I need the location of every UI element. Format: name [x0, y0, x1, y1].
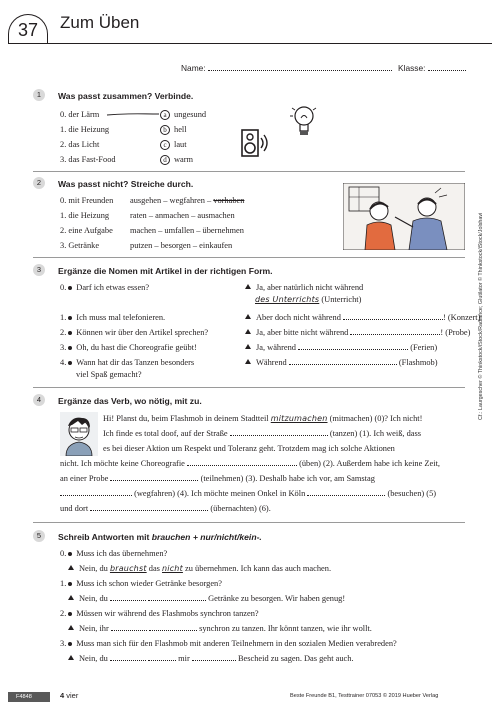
answer-text: zu übernehmen. Ich kann das auch machen.: [185, 564, 332, 573]
question-text-cont: viel Spaß gemacht?: [76, 370, 142, 379]
exercise-title: [58, 532, 262, 542]
strike-row-noun: 3. Getränke: [60, 241, 100, 250]
dialog-answer: [245, 327, 470, 338]
strike-row-noun: 2. eine Aufgabe: [60, 226, 113, 235]
option-word: ungesund: [174, 110, 207, 119]
side-image-credit: Cf.: Laurgescher © Thinkstock/iStock/Radiance; Glutilator © Thinkstock/iStock/Jolshavi: [478, 212, 484, 420]
two-people-illustration: [343, 183, 465, 250]
question-text: Muss ich das übernehmen?: [76, 549, 168, 558]
hint-text: ! (Probe): [440, 328, 471, 337]
exercise-number: 1: [33, 89, 45, 101]
verb-options: ausgehen – wegfahren –: [130, 196, 214, 205]
item-number: 4.: [60, 358, 67, 367]
triangle-icon: [245, 284, 251, 289]
verb-blank[interactable]: [90, 503, 208, 511]
exercise-title: Ergänze das Verb, wo nötig, mit zu.: [58, 396, 202, 406]
strike-row-noun: 0. mit Freunden: [60, 196, 114, 205]
answer-blank[interactable]: [350, 327, 440, 335]
dialog-answer: [68, 653, 354, 664]
question-text: Wann hat dir das Tanzen besonders: [76, 358, 195, 367]
publisher-credit: Beste Freunde B1, Testtrainer 07053 © 2019 Hueber Verlag: [290, 693, 439, 699]
triangle-icon: [68, 595, 74, 600]
option-letter: a: [160, 110, 170, 120]
dialog-question: [60, 357, 194, 368]
bullet-icon: [68, 642, 72, 646]
text-line: [60, 473, 375, 484]
boy-portrait-illustration: [60, 412, 98, 456]
dialog-answer: [68, 623, 372, 634]
hint-text: (Unterricht): [321, 295, 362, 304]
answer-text: Ja, aber bitte nicht während: [256, 328, 349, 337]
strike-row: [60, 210, 109, 221]
exercise-title: Ergänze die Nomen mit Artikel in der richtigen Form.: [58, 266, 273, 276]
option-word: warm: [174, 155, 194, 164]
footer-code-tab: F4848: [8, 692, 50, 702]
page-number: [60, 691, 78, 700]
bullet-icon: [68, 316, 72, 320]
option-letter: d: [160, 155, 170, 165]
dialog-question: [60, 608, 259, 619]
page-number-word: vier: [66, 691, 79, 700]
hint-text: (Flashmob): [398, 358, 438, 367]
name-label: Name:: [181, 63, 206, 73]
answer-text: Ja, während: [256, 343, 296, 352]
answer-blank[interactable]: [149, 623, 197, 631]
option-word: laut: [174, 140, 187, 149]
verb-options: machen – umfallen – übernehmen: [130, 226, 244, 235]
text-fragment: an einer Probe: [60, 474, 109, 483]
text-fragment: Ich finde es total doof, auf der Straße: [103, 429, 228, 438]
answer-text: Nein, du: [79, 654, 108, 663]
option-letter: b: [160, 125, 170, 135]
text-fragment: Hi! Planst du, beim Flashmob in deinem Stadtteil: [103, 414, 269, 423]
text-line: [103, 413, 422, 424]
speaker-icon: [240, 126, 272, 160]
strike-row-verbs[interactable]: [130, 240, 232, 251]
handwritten-answer: nicht: [162, 564, 183, 573]
triangle-icon: [245, 359, 251, 364]
dialog-answer: [68, 563, 331, 574]
text-line: [60, 488, 436, 499]
option-word: hell: [174, 125, 187, 134]
bullet-icon: [68, 286, 72, 290]
triangle-icon: [68, 565, 74, 570]
answer-text: Nein, ihr: [79, 624, 109, 633]
exercise-number: 3: [33, 264, 45, 276]
strike-row-verbs[interactable]: [130, 210, 235, 221]
answer-text: Nein, du: [79, 594, 108, 603]
text-fragment: nicht. Ich möchte keine Choreografie: [60, 459, 185, 468]
question-text: Ich muss mal telefonieren.: [76, 313, 166, 322]
strike-row: [60, 240, 99, 251]
strike-row: [60, 225, 113, 236]
exercise-number: 2: [33, 177, 45, 189]
answer-blank[interactable]: [298, 342, 408, 350]
question-text: Oh, du hast die Choreografie geübt!: [76, 343, 197, 352]
answer-blank[interactable]: [148, 653, 176, 661]
text-line: [60, 503, 271, 514]
item-number: 3.: [60, 639, 67, 648]
answer-text: synchron zu tanzen. Ihr könnt tanzen, wie ihr wollt.: [199, 624, 372, 633]
dialog-question: [60, 638, 397, 649]
bullet-icon: [68, 346, 72, 350]
question-text: Darf ich etwas essen?: [76, 283, 150, 292]
text-line: [60, 458, 440, 469]
match-left-item: 3. das Fast-Food: [60, 155, 116, 164]
exercise-number: 5: [33, 530, 45, 542]
verb-blank[interactable]: [187, 458, 297, 466]
answer-text: mir: [178, 654, 190, 663]
bullet-icon: [68, 612, 72, 616]
dialog-question: [60, 578, 222, 589]
question-text: Können wir über den Artikel sprechen?: [76, 328, 209, 337]
verb-blank[interactable]: [230, 428, 328, 436]
dialog-answer-cont: [255, 294, 361, 305]
dialog-answer: [245, 312, 480, 323]
dialog-question: [60, 342, 197, 353]
bullet-icon: [68, 331, 72, 335]
item-number: 2.: [60, 609, 67, 618]
hint-text: ! (Konzert): [442, 313, 481, 322]
match-left-item: 0. der Lärm: [60, 110, 100, 119]
text-fragment: (übernachten) (6).: [210, 504, 271, 513]
answer-text: das: [148, 564, 160, 573]
verb-options: putzen – besorgen – einkaufen: [130, 241, 233, 250]
handwritten-answer: mitzumachen: [270, 414, 328, 423]
answer-blank[interactable]: [111, 623, 147, 631]
answer-blank[interactable]: [192, 653, 236, 661]
verb-blank[interactable]: [60, 488, 132, 496]
exercise-title: Was passt zusammen? Verbinde.: [58, 91, 194, 101]
answer-blank[interactable]: [343, 312, 443, 320]
bullet-icon: [68, 582, 72, 586]
section-divider: [33, 522, 465, 523]
hint-text: (Ferien): [410, 343, 438, 352]
struck-verb: vorhaben: [213, 196, 245, 205]
dialog-question: [60, 327, 208, 338]
answer-text: Nein, du: [79, 564, 108, 573]
section-divider: [33, 387, 465, 388]
question-text: Muss man sich für den Flashmob mit anderen Teilnehmern in den sozialen Medien verabreden?: [76, 639, 397, 648]
section-divider: [33, 257, 465, 258]
text-fragment: (besuchen) (5): [387, 489, 437, 498]
item-number: 0.: [60, 283, 67, 292]
section-divider: [33, 171, 465, 172]
exercise-number: 4: [33, 394, 45, 406]
dialog-answer: [245, 357, 438, 368]
dialog-question: [60, 282, 149, 293]
answer-text: Getränke zu besorgen. Wir haben genug!: [208, 594, 346, 603]
text-fragment: (tanzen) (1). Ich weiß, dass: [329, 429, 421, 438]
dialog-answer: [245, 342, 437, 353]
dialog-answer: [68, 593, 345, 604]
handwritten-answer: des Unterrichts: [255, 295, 320, 304]
answer-text: Während: [256, 358, 287, 367]
handwritten-answer: brauchst: [109, 564, 147, 573]
triangle-icon: [245, 344, 251, 349]
bullet-icon: [68, 552, 72, 556]
strike-row-verbs[interactable]: [130, 225, 244, 236]
class-label: Klasse:: [398, 63, 426, 73]
lesson-number-badge: 37: [8, 14, 48, 44]
text-fragment: (wegfahren) (4). Ich möchte meinen Onkel in Köln: [134, 489, 306, 498]
answer-blank[interactable]: [148, 593, 206, 601]
dialog-answer: [245, 282, 363, 293]
item-number: 1.: [60, 579, 67, 588]
triangle-icon: [245, 329, 251, 334]
light-bulb-icon: [290, 104, 318, 138]
answer-text: Ja, aber natürlich nicht während: [256, 283, 364, 292]
text-fragment: (üben) (2). Außerdem habe ich keine Zeit,: [299, 459, 441, 468]
answer-text: Aber doch nicht während: [256, 313, 341, 322]
question-text: Muss ich schon wieder Getränke besorgen?: [76, 579, 222, 588]
question-text: Müssen wir während des Flashmobs synchron tanzen?: [76, 609, 259, 618]
item-number: 0.: [60, 549, 67, 558]
text-fragment: und dort: [60, 504, 89, 513]
item-number: 3.: [60, 343, 67, 352]
verb-blank[interactable]: [307, 488, 385, 496]
bullet-icon: [68, 361, 72, 365]
text-line: [103, 428, 421, 439]
exercise-title: Was passt nicht? Streiche durch.: [58, 179, 194, 189]
match-left-item: 1. die Heizung: [60, 125, 110, 134]
page-number-digit: 4: [60, 691, 65, 700]
page-title: Zum Üben: [60, 13, 140, 32]
dialog-question: [60, 312, 165, 323]
answer-blank[interactable]: [110, 653, 146, 661]
triangle-icon: [68, 625, 74, 630]
dialog-question: [60, 548, 167, 559]
item-number: 1.: [60, 313, 67, 322]
text-fragment: (teilnehmen) (3). Deshalb habe ich vor, am Samstag: [200, 474, 375, 483]
text-fragment: (mitmachen) (0)? Ich nicht!: [329, 414, 423, 423]
triangle-icon: [68, 655, 74, 660]
strike-row-noun: 1. die Heizung: [60, 211, 110, 220]
strike-row-verbs[interactable]: [130, 195, 244, 206]
answer-blank[interactable]: [110, 593, 146, 601]
title-text: Schreib Antworten mit: [58, 532, 152, 542]
verb-blank[interactable]: [110, 473, 198, 481]
option-letter: c: [160, 140, 170, 150]
verb-options: raten – anmachen – ausmachen: [130, 211, 235, 220]
triangle-icon: [245, 314, 251, 319]
title-grammar: brauchen + nur/nicht/kein-.: [151, 532, 262, 542]
answer-text: Bescheid zu sagen. Das geht auch.: [237, 654, 354, 663]
strike-row: [60, 195, 113, 206]
match-left-item: 2. das Licht: [60, 140, 100, 149]
text-line: es bei dieser Aktion um Respekt und Toleranz geht. Trotzdem mag ich solche Aktionen: [103, 444, 395, 453]
answer-blank[interactable]: [289, 357, 397, 365]
item-number: 2.: [60, 328, 67, 337]
